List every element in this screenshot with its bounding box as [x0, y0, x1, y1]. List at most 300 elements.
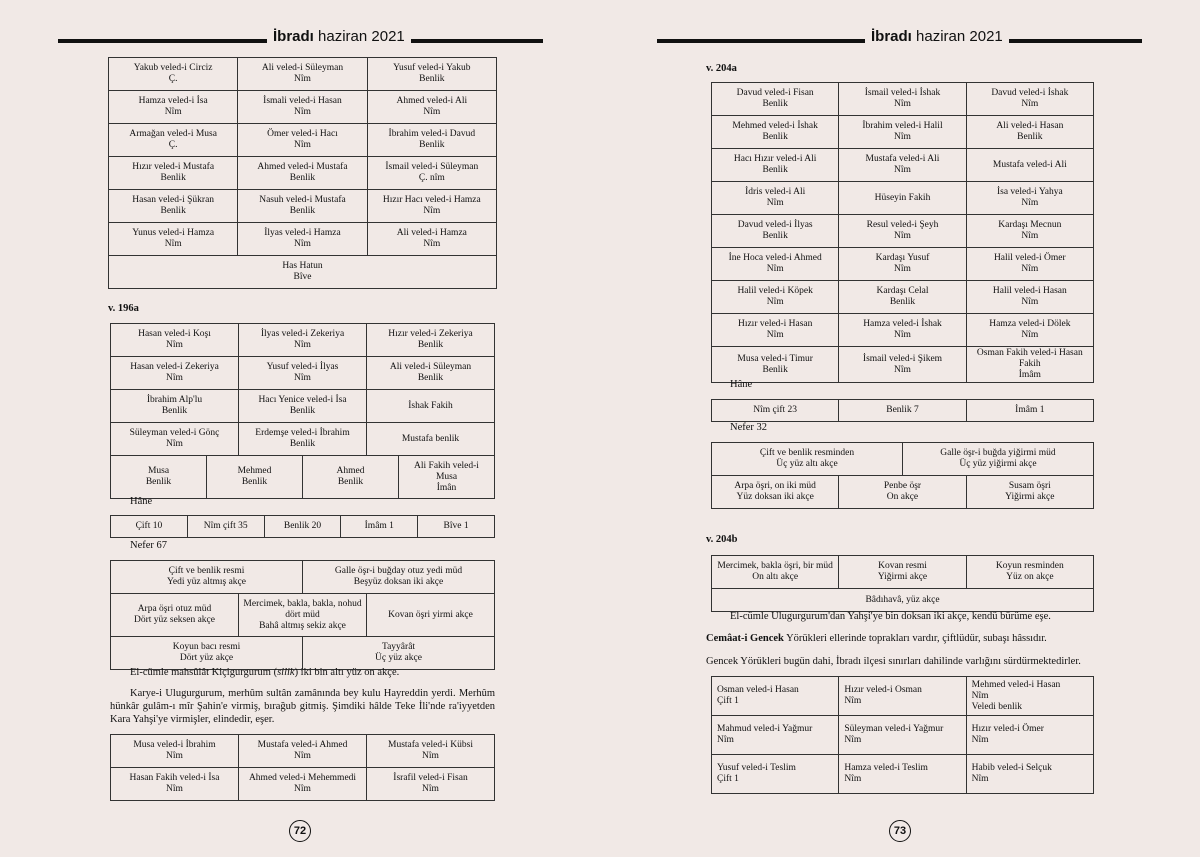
- table-row: [111, 594, 495, 637]
- cell-text: Galle öşr-i buğda yiğirmi müd: [940, 448, 1056, 458]
- table-row: [111, 390, 495, 423]
- cell-text: Nîm: [294, 340, 311, 350]
- tax-table: [711, 442, 1094, 509]
- cell-text: Habib veled-i Selçuk: [971, 763, 1052, 773]
- cell-text: Halil veled-i Hasan: [992, 286, 1067, 296]
- cell-text: Nîm: [166, 340, 183, 350]
- table-cell: [111, 637, 303, 670]
- table-cell: [367, 58, 496, 91]
- table-row: [712, 149, 1094, 182]
- cell-text: Hamza veled-i İshak: [863, 319, 942, 329]
- table-row: [111, 423, 495, 456]
- cell-text: İlyas veled-i Zekeriya: [260, 329, 345, 339]
- cell-text: Nîm: [166, 784, 183, 794]
- table-row: [712, 589, 1094, 612]
- cell-text: Nîm: [294, 140, 311, 150]
- cell-text: Yunus veled-i Hamza: [132, 228, 215, 238]
- table-cell: [239, 423, 367, 456]
- table-cell: [839, 556, 966, 589]
- table-row: [712, 677, 1094, 716]
- cell-text: Hacı Hızır veled-i Ali: [733, 154, 817, 164]
- table-cell: [712, 755, 839, 794]
- cell-text: İsmail veled-i Şikem: [862, 353, 943, 364]
- cell-text: Mehmed veled-i İshak: [732, 121, 818, 131]
- cell-text: Erdemşe veled-i İbrahim: [255, 428, 350, 438]
- cell-text: Davud veled-i İshak: [991, 88, 1069, 98]
- cell-text: Benlik: [161, 406, 188, 416]
- cell-text: Has Hatun: [282, 261, 323, 271]
- cell-text: İsrafil veled-i Fisan: [393, 773, 468, 783]
- table-row: [111, 324, 495, 357]
- cell-text: Penbe öşr: [883, 481, 922, 491]
- cell-text: Çift 10: [135, 521, 163, 531]
- tax-table: [110, 560, 495, 670]
- cell-text: İbrahim veled-i Halil: [862, 121, 943, 131]
- cell-text: Veledi benlik: [971, 701, 1023, 712]
- table-cell: [238, 58, 367, 91]
- cell-text: Mustafa veled-i Ali: [992, 159, 1067, 170]
- table-cell: [239, 324, 367, 357]
- cell-text: Nîm: [844, 696, 862, 706]
- table-row: [712, 716, 1094, 755]
- table-cell: [303, 637, 495, 670]
- table-cell: [111, 516, 188, 538]
- table-cell: [839, 347, 966, 383]
- cell-text: İmâm 1: [1015, 405, 1045, 415]
- table-row: [109, 91, 497, 124]
- cell-text: Musa veled-i İbrahim: [133, 740, 216, 750]
- cell-text: Galle öşr-i buğday otuz yedi müd: [334, 566, 463, 576]
- cell-text: Hızır veled-i Zekeriya: [388, 329, 473, 339]
- cemaat-line: Cemâat-i Gencek Yörükleri ellerinde toprakları vardır, çiftlüdür, subaşı hâssıdır.: [706, 633, 1047, 644]
- cell-text: Mahmud veled-i Yağmur: [717, 724, 813, 734]
- cell-text: Benlik: [289, 173, 316, 183]
- cell-text: İbrahim Alp'lu: [146, 395, 203, 405]
- cell-text: Resul veled-i Şeyh: [866, 220, 939, 230]
- cell-text: Nîm: [717, 735, 734, 745]
- cell-text: İdris veled-i Ali: [745, 187, 806, 197]
- cell-text: Kardaşı Mecnun: [998, 220, 1062, 230]
- table-row: [111, 516, 495, 538]
- table-cell: [111, 768, 239, 801]
- cell-text: Ali veled-i Süleyman: [261, 63, 344, 73]
- cell-text: Nîm: [766, 198, 784, 208]
- cell-text: Yusuf veled-i İlyas: [266, 362, 339, 372]
- table-cell: [109, 124, 238, 157]
- table-cell: [367, 357, 495, 390]
- table-cell: [712, 182, 839, 215]
- table-row: [712, 314, 1094, 347]
- table-row: [111, 735, 495, 768]
- cell-text: Hasan Fakih veled-i İsa: [129, 773, 220, 783]
- cell-text: Arpa öşri otuz müd: [137, 604, 212, 614]
- table-cell: [239, 390, 367, 423]
- table-cell: [712, 248, 839, 281]
- cell-text: Hasan veled-i Zekeriya: [130, 362, 219, 372]
- table-row: [109, 256, 497, 289]
- table-row: [712, 182, 1094, 215]
- cell-text: Kardaşı Yusuf: [875, 253, 930, 263]
- cell-text: Yüz doksan iki akçe: [736, 492, 814, 502]
- cell-text: Ahmed veled-i Mehemmedi: [248, 773, 357, 783]
- cell-text: Benlik 7: [886, 405, 919, 415]
- table-row: [712, 83, 1094, 116]
- table-cell: [712, 215, 839, 248]
- cell-text: Nîm: [894, 364, 911, 375]
- cell-text: İlyas veled-i Hamza: [264, 228, 341, 238]
- cell-text: Yiğirmi akçe: [877, 572, 928, 582]
- table-cell: [303, 561, 495, 594]
- table-cell: [109, 157, 238, 190]
- cell-text: Hamza veled-i İsa: [138, 96, 208, 106]
- cell-text: On altı akçe: [752, 572, 799, 582]
- table-cell: [966, 476, 1093, 509]
- table-cell: [966, 556, 1093, 589]
- cell-text: Hamza veled-i Dölek: [989, 319, 1071, 329]
- table-cell: [966, 83, 1093, 116]
- cell-text: Benlik: [160, 173, 186, 183]
- cell-text: Davud veled-i İlyas: [737, 220, 813, 230]
- table-cell: [839, 149, 966, 182]
- table-cell: [712, 314, 839, 347]
- header-title: İbradı haziran 2021: [267, 28, 411, 45]
- table-cell: [111, 456, 207, 499]
- cell-text: Fakih: [1019, 359, 1041, 369]
- table-row: [109, 58, 497, 91]
- cell-text: Benlik: [160, 206, 186, 216]
- cell-text: Nîm: [1021, 99, 1039, 109]
- table-cell: [839, 476, 966, 509]
- cell-text: Ç.: [168, 140, 178, 150]
- cell-text: Ali veled-i Süleyman: [389, 362, 472, 372]
- cell-text: Nîm: [971, 690, 989, 701]
- table-cell: [367, 735, 495, 768]
- table-cell: [109, 91, 238, 124]
- table-cell: [966, 716, 1093, 755]
- table-cell: [839, 314, 966, 347]
- table-cell: [966, 248, 1093, 281]
- cell-text: İsmail veled-i İshak: [864, 88, 941, 98]
- table-row: [111, 456, 495, 499]
- cell-text: Ç. nîm: [418, 173, 445, 183]
- cell-text: Çift 1: [717, 774, 739, 784]
- cell-text: Yakub veled-i Circiz: [133, 63, 213, 73]
- table-cell: [966, 400, 1093, 422]
- cell-text: Osman veled-i Hasan: [717, 685, 799, 695]
- table-cell: [712, 443, 903, 476]
- cell-text: Benlik: [762, 231, 788, 241]
- cell-text: Ahmed: [336, 466, 365, 476]
- table-cell: [187, 516, 264, 538]
- cell-text: Nîm: [423, 107, 441, 117]
- cell-text: Mustafa veled-i Ahmed: [257, 740, 348, 750]
- table-cell: [111, 594, 239, 637]
- cell-text: Nîm: [971, 774, 989, 784]
- household-table-2: [711, 676, 1094, 794]
- table-cell: [341, 516, 418, 538]
- table-cell: [839, 677, 966, 716]
- table-row: [712, 556, 1094, 589]
- cell-text: Kovan öşri yirmi akçe: [388, 609, 473, 620]
- hane-label: Hâne: [730, 379, 753, 390]
- gencek-line: Gencek Yörükleri bugün dahi, İbradı ilçesi sınırları dahilinde varlığını sürdürmektedirler.: [706, 656, 1081, 667]
- cell-text: Nîm: [294, 751, 311, 761]
- cell-text: Benlik: [889, 297, 916, 307]
- table-cell: [839, 83, 966, 116]
- cell-text: Bahâ altmış sekiz akçe: [259, 620, 346, 631]
- table-cell: [367, 124, 496, 157]
- table-cell: [966, 182, 1093, 215]
- cell-text: Tayyârât: [381, 642, 416, 652]
- table-cell: [239, 768, 367, 801]
- cell-text: Üç yüz yiğirmi akçe: [959, 459, 1037, 469]
- cell-text: Nîm: [1021, 231, 1039, 241]
- table-cell: [966, 215, 1093, 248]
- cell-text: Nîm: [294, 107, 311, 117]
- cell-text: Mustafa veled-i Ali: [865, 154, 940, 164]
- cell-text: Mustafa veled-i Kübsi: [388, 740, 473, 750]
- table-cell: [238, 223, 367, 256]
- cell-text: İshak Fakih: [408, 400, 453, 411]
- cell-text: Dört yüz seksen akçe: [134, 615, 215, 625]
- cell-text: Nîm: [422, 784, 439, 794]
- cell-text: İmân: [436, 482, 457, 493]
- cell-text: Yüz on akçe: [1006, 572, 1054, 582]
- cell-text: Nasuh veled-i Mustafa: [259, 195, 346, 205]
- paragraph-ulugurgurum: Karye-i Ulugurgurum, merhûm sultân zamânında bey kulu Hayreddin yerdi. Merhûm hünkâr gulâm-ı mîr Şahin'e virmiş, bırağub gitmiş. Şimdiki hâlde Teke İli'nde ra'iyyetden Kara Yahşi'ye virmişler, elindedir, eşer.: [110, 688, 495, 725]
- table-cell: [839, 755, 966, 794]
- cell-text: Yedi yüz altmış akçe: [167, 577, 246, 587]
- cell-text: Nîm: [1021, 264, 1039, 274]
- cell-text: Hızır Hacı veled-i Hamza: [382, 195, 481, 205]
- cell-text: Benlik 20: [283, 521, 322, 531]
- table-cell: [109, 190, 238, 223]
- table-cell: [111, 357, 239, 390]
- cell-text: Mercimek, bakla, bakla, nohud: [243, 598, 362, 609]
- cell-text: Yusuf veled-i Teslim: [717, 763, 796, 773]
- cell-text: Mehmed veled-i Hasan: [971, 679, 1061, 690]
- table-cell: [839, 116, 966, 149]
- cell-text: Nîm: [766, 297, 784, 307]
- cell-text: Mercimek, bakla öşri, bir müd: [717, 561, 833, 571]
- table-row: [109, 223, 497, 256]
- table-cell: [399, 456, 495, 499]
- cell-text: Nîm: [1021, 297, 1039, 307]
- table-cell: [712, 556, 839, 589]
- table-cell: [207, 456, 303, 499]
- table-cell: [111, 423, 239, 456]
- table-row: [111, 561, 495, 594]
- table-row: [109, 124, 497, 157]
- cell-text: Susam öşri: [1008, 481, 1051, 491]
- table-row: [712, 281, 1094, 314]
- cell-text: Nîm: [1021, 198, 1039, 208]
- table-cell: [966, 314, 1093, 347]
- cell-text: Musa veled-i Timur: [737, 353, 813, 364]
- cell-text: Çift ve benlik resminden: [759, 448, 855, 458]
- cell-text: Ahmed veled-i Mustafa: [257, 162, 348, 172]
- cell-text: Hasan veled-i Şükran: [132, 195, 215, 205]
- cell-text: İmâm: [1018, 370, 1041, 380]
- table-cell: [367, 91, 496, 124]
- sum-line: El-cümle Ulugurgurum'dan Yahşi'ye bin doksan iki akçe, kendü bürüme eşe.: [730, 611, 1051, 622]
- cell-text: Kovan resmi: [878, 561, 927, 571]
- hane-summary-table: [110, 515, 495, 538]
- sum-line: El-cümle mahsûlât Kiçigurgurum (silik) iki bin altı yüz on akçe.: [130, 667, 400, 678]
- table-row: [109, 157, 497, 190]
- cell-text: Halil veled-i Ömer: [993, 253, 1066, 263]
- table-cell: [712, 476, 839, 509]
- table-cell: [264, 516, 341, 538]
- cell-text: Nîm çift 35: [203, 521, 248, 531]
- table-cell: [712, 589, 1094, 612]
- hane-summary-table: [711, 399, 1094, 422]
- table-row: [712, 476, 1094, 509]
- table-cell: [712, 677, 839, 716]
- table-cell: [109, 256, 497, 289]
- table-cell: [367, 324, 495, 357]
- cell-text: Nîm: [294, 74, 311, 84]
- cell-text: Benlik: [337, 477, 364, 487]
- nefer-label: Nefer 32: [730, 422, 768, 433]
- cell-text: Halil veled-i Köpek: [737, 286, 813, 296]
- cell-text: On akçe: [886, 492, 919, 502]
- cell-text: Hacı Yenice veled-i İsa: [258, 395, 347, 405]
- header-title: İbradı haziran 2021: [865, 28, 1009, 45]
- cell-text: Süleyman veled-i Gönç: [129, 428, 220, 438]
- cell-text: Ahmed veled-i Ali: [396, 96, 468, 106]
- table-cell: [712, 83, 839, 116]
- cell-text: Mustafa benlik: [401, 433, 460, 444]
- cell-text: İbrahim veled-i Davud: [388, 129, 476, 139]
- table-cell: [839, 182, 966, 215]
- cell-text: İmâm 1: [364, 521, 394, 531]
- cell-text: Musa: [147, 466, 170, 476]
- table-cell: [839, 716, 966, 755]
- section-heading-v204b: v. 204b: [706, 534, 738, 545]
- table-cell: [238, 190, 367, 223]
- table-row: [712, 755, 1094, 794]
- cell-text: Benlik: [145, 477, 172, 487]
- table-row: [712, 443, 1094, 476]
- cell-text: Hüseyin Fakih: [874, 192, 931, 203]
- cell-text: Bîve 1: [443, 521, 469, 531]
- table-cell: [839, 400, 966, 422]
- cell-text: Benlik: [419, 74, 445, 84]
- table-cell: [367, 390, 495, 423]
- table-cell: [966, 116, 1093, 149]
- cell-text: Beşyüz doksan iki akçe: [353, 577, 444, 587]
- cell-text: Hızır veled-i Osman: [844, 685, 922, 695]
- cell-text: Nîm: [164, 107, 182, 117]
- cell-text: Osman Fakih veled-i Hasan: [976, 348, 1083, 358]
- table-cell: [712, 116, 839, 149]
- cell-text: Nîm: [844, 774, 862, 784]
- cell-text: dört müd: [285, 609, 320, 620]
- table-cell: [239, 357, 367, 390]
- household-table-1: [108, 57, 497, 289]
- cell-text: Benlik: [762, 99, 788, 109]
- cell-text: Nîm: [166, 439, 183, 449]
- cell-text: Üç yüz altı akçe: [776, 459, 838, 469]
- cell-text: Nîm: [423, 206, 441, 216]
- cell-text: Benlik: [762, 165, 788, 175]
- cell-text: Hamza veled-i Teslim: [844, 763, 928, 773]
- cell-text: Nîm: [894, 99, 911, 109]
- cell-text: Nîm: [894, 330, 911, 340]
- cell-text: Nîm: [294, 239, 311, 249]
- cell-text: Üç yüz akçe: [375, 653, 422, 663]
- page-number: 72: [289, 820, 311, 842]
- table-cell: [239, 735, 367, 768]
- cell-text: Koyun resminden: [995, 561, 1064, 571]
- household-table-3: [110, 734, 495, 801]
- cell-text: Benlik: [762, 132, 788, 142]
- table-row: [712, 116, 1094, 149]
- cell-text: Benlik: [417, 373, 444, 383]
- cell-text: Nîm: [166, 751, 183, 761]
- cell-text: Hızır veled-i Hasan: [737, 319, 813, 329]
- cell-text: Nîm: [766, 330, 784, 340]
- cell-text: Benlik: [241, 477, 268, 487]
- table-cell: [109, 223, 238, 256]
- table-cell: [712, 400, 839, 422]
- table-cell: [418, 516, 495, 538]
- cell-text: Nîm: [971, 735, 989, 745]
- table-row: [111, 768, 495, 801]
- table-row: [111, 357, 495, 390]
- table-cell: [839, 215, 966, 248]
- table-cell: [367, 423, 495, 456]
- table-cell: [111, 390, 239, 423]
- cell-text: Nîm: [844, 735, 862, 745]
- cell-text: Nîm: [894, 264, 911, 274]
- cell-text: Benlik: [289, 206, 316, 216]
- page-number: 73: [889, 820, 911, 842]
- cell-text: Ömer veled-i Hacı: [267, 129, 338, 139]
- table-row: [712, 347, 1094, 383]
- table-row: [712, 400, 1094, 422]
- cell-text: İsa veled-i Yahya: [996, 187, 1063, 197]
- table-cell: [712, 716, 839, 755]
- cell-text: Bîve: [293, 272, 312, 282]
- cell-text: Çift ve benlik resmi: [168, 566, 245, 576]
- cell-text: Ali veled-i Hamza: [396, 228, 467, 238]
- cell-text: Davud veled-i Fisan: [736, 88, 814, 98]
- section-heading-v204a: v. 204a: [706, 63, 737, 74]
- cell-text: Dört yüz akçe: [179, 653, 234, 663]
- cell-text: Yiğirmi akçe: [1005, 492, 1055, 502]
- table-cell: [966, 281, 1093, 314]
- table-row: [111, 637, 495, 670]
- cell-text: Hasan veled-i Koşı: [138, 329, 211, 339]
- cell-text: Arpa öşri, on iki müd: [734, 481, 816, 491]
- table-cell: [111, 561, 303, 594]
- table-cell: [238, 91, 367, 124]
- table-cell: [966, 149, 1093, 182]
- table-cell: [966, 677, 1093, 716]
- cell-text: Armağan veled-i Musa: [129, 129, 217, 139]
- cell-text: Ç.: [168, 74, 178, 84]
- table-cell: [109, 58, 238, 91]
- cell-text: Nîm: [294, 373, 311, 383]
- table-cell: [367, 157, 496, 190]
- cell-text: İsmali veled-i Hasan: [263, 96, 342, 106]
- cell-text: Nîm: [894, 231, 911, 241]
- household-table-1: [711, 82, 1094, 383]
- right-page: [600, 0, 1200, 857]
- cell-text: Nîm çift 23: [753, 405, 798, 415]
